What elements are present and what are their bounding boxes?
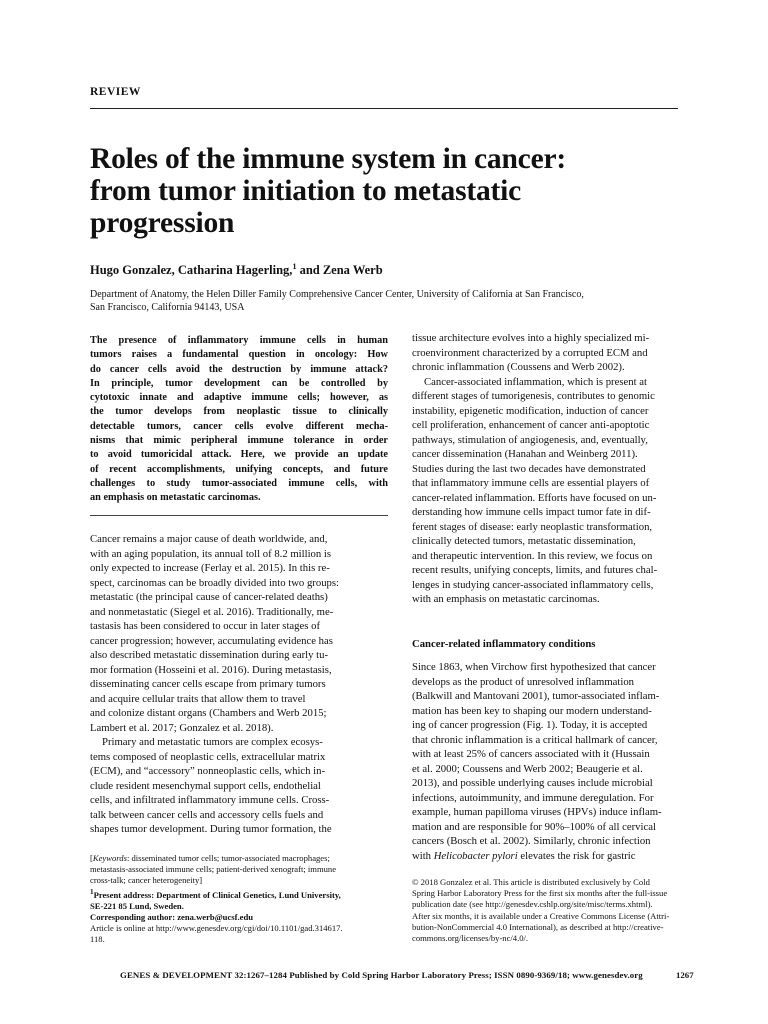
body-line: recent results, unifying concepts, limits, and futures chal- bbox=[412, 564, 658, 576]
body-line: tems composed of neoplastic cells, extracellular matrix bbox=[90, 750, 326, 763]
keywords-line: [Keywords: disseminated tumor cells; tumor-associated macrophages; bbox=[90, 853, 330, 863]
copyright-line: Spring Harbor Laboratory Press for the first six months after the full-issue bbox=[412, 888, 668, 899]
abstract-line: do cancer cells avoid the destruction by immune attack? bbox=[90, 363, 388, 375]
body-line: (Balkwill and Mantovani 2001), tumor-associated inflam- bbox=[412, 690, 660, 702]
keywords-label: Keywords bbox=[92, 853, 127, 863]
keywords-line: cross-talk; cancer heterogeneity] bbox=[90, 875, 203, 886]
title-line: progression bbox=[90, 207, 235, 239]
body-line: mor formation (Hosseini et al. 2016). During metastasis, bbox=[90, 663, 332, 676]
present-address-text: Present address: Department of Clinical Genetics, Lund University, bbox=[93, 889, 341, 900]
body-line: Since 1863, when Virchow first hypothesized that cancer bbox=[412, 661, 656, 673]
body-line: ing of cancer progression (Fig. 1). Today, it is accepted bbox=[412, 719, 648, 731]
body-line: metastatic (the principal cause of cancer-related deaths) bbox=[90, 591, 328, 603]
body-line: Lambert et al. 2017; Gonzalez et al. 2018). bbox=[90, 721, 274, 734]
body-line: spect, carcinomas can be broadly divided into two groups: bbox=[90, 576, 340, 589]
body-line: mation has been key to shaping our modern understand- bbox=[412, 704, 652, 717]
body-line: pathways, stimulation of angiogenesis, and, eventually, bbox=[412, 433, 648, 446]
body-line: Studies during the last two decades have demonstrated bbox=[412, 462, 646, 475]
copyright-notice bbox=[412, 877, 708, 944]
body-line: only expected to increase (Ferlay et al. 2015). In this re- bbox=[90, 562, 330, 574]
body-line: and colonize distant organs (Chambers and Werb 2015; bbox=[90, 707, 327, 719]
keywords-text: : disseminated tumor cells; tumor-associated macrophages; bbox=[126, 853, 330, 863]
body-line: that chronic inflammation is a critical hallmark of cancer, bbox=[412, 733, 658, 746]
article-title bbox=[90, 143, 690, 239]
abstract-line: an emphasis on metastatic carcinomas. bbox=[90, 492, 261, 504]
section-label: REVIEW bbox=[90, 86, 141, 98]
author-list bbox=[90, 262, 383, 278]
body-line: instability, epigenetic modification, induction of cancer bbox=[412, 404, 649, 417]
body-line: disseminating cancer cells escape from primary tumors bbox=[90, 678, 326, 690]
body-column-right-section bbox=[412, 660, 708, 863]
copyright-line: publication date (see http://genesdev.cshlp.org/site/misc/terms.xhtml). bbox=[412, 899, 653, 910]
body-line: and nonmetastatic (Siegel et al. 2016). Traditionally, me- bbox=[90, 605, 334, 618]
body-line: Primary and metastatic tumors are complex ecosys- bbox=[102, 736, 323, 748]
article-url-line: Article is online at http://www.genesdev.org/cgi/doi/10.1101/gad.314617. bbox=[90, 923, 343, 934]
copyright-line: bution-NonCommercial 4.0 International), as described at http://creative- bbox=[412, 921, 664, 932]
abstract-line: tumors raises a fundamental question in oncology: How bbox=[90, 349, 388, 361]
section-heading: Cancer-related inflammatory conditions bbox=[412, 638, 596, 650]
body-line: et al. 2000; Coussens and Werb 2002; Beaugerie et al. bbox=[412, 762, 643, 775]
copyright-line: After six months, it is available under a Creative Commons License (Attri- bbox=[412, 910, 670, 921]
body-line: croenvironment characterized by a corrupted ECM and bbox=[412, 346, 648, 359]
body-line: (ECM), and “accessory” nonneoplastic cells, which in- bbox=[90, 765, 326, 777]
header-rule bbox=[90, 108, 678, 109]
affiliation-line: Department of Anatomy, the Helen Diller Family Comprehensive Cancer Center, University of California at San Francisco, bbox=[90, 289, 584, 300]
body-line: clinically detected tumors, metastatic dissemination, bbox=[412, 535, 636, 547]
abstract-line: The presence of inflammatory immune cells in human bbox=[90, 335, 388, 346]
journal-footer: GENES & DEVELOPMENT 32:1267–1284 Published by Cold Spring Harbor Laboratory Press; ISSN 0890-9369/18; www.genesdev.org bbox=[120, 970, 643, 980]
body-column-left bbox=[90, 532, 390, 837]
body-text: with bbox=[412, 849, 434, 862]
body-line: chronic inflammation (Coussens and Werb 2002). bbox=[412, 361, 625, 373]
body-line: clude resident mesenchymal support cells, endothelial bbox=[90, 779, 321, 792]
body-line: cancers (Bosch et al. 2002). Similarly, chronic infection bbox=[412, 835, 651, 847]
body-line: shapes tumor development. During tumor formation, the bbox=[90, 823, 332, 835]
present-address-line: SE-221 85 Lund, Sweden. bbox=[90, 900, 184, 911]
abstract-line: cytotoxic innate and adaptive immune cells; however, as bbox=[90, 392, 388, 404]
title-line: Roles of the immune system in cancer: bbox=[90, 143, 566, 175]
affiliation-line: San Francisco, California 94143, USA bbox=[90, 302, 245, 313]
body-line: cancer-related inflammation. Efforts have focused on un- bbox=[412, 491, 657, 504]
abstract-line: nisms that mimic peripheral immune tolerance in order bbox=[90, 435, 388, 447]
body-line: lenges in studying cancer-associated inflammatory cells, bbox=[412, 578, 654, 591]
abstract-divider bbox=[90, 515, 388, 516]
body-line bbox=[412, 849, 708, 864]
title-line: from tumor initiation to metastatic bbox=[90, 175, 522, 207]
body-line: and acquire cellular traits that allow them to travel bbox=[90, 692, 306, 705]
copyright-line: commons.org/licenses/by-nc/4.0/. bbox=[412, 933, 529, 944]
abstract-line: detectable tumors, cancer cells evolve different mecha- bbox=[90, 420, 388, 432]
body-line: develops as the product of unresolved inflammation bbox=[412, 675, 635, 688]
affiliation-marker: 1 bbox=[292, 262, 297, 271]
body-text: elevates the risk for gastric bbox=[517, 849, 636, 862]
body-line: that inflammatory immune cells are essential players of bbox=[412, 477, 650, 489]
abstract-line: the tumor develops from neoplastic tissue to clinically bbox=[90, 406, 388, 418]
body-line: mation and are responsible for 90%–100% of all cervical bbox=[412, 820, 656, 833]
body-line: Cancer-associated inflammation, which is present at bbox=[424, 375, 647, 388]
abstract-line: of recent accomplishments, unifying concepts, and future bbox=[90, 463, 388, 475]
body-line: example, human papilloma viruses (HPVs) induce inflam- bbox=[412, 806, 662, 818]
abstract-line: challenges to study tumor-associated immune cells, with bbox=[90, 477, 388, 489]
body-line: cells, and infiltrated inflammatory immune cells. Cross- bbox=[90, 794, 330, 806]
abstract-line: to avoid tumoricidal attack. Here, we provide an update bbox=[90, 449, 388, 461]
article-url-line: 118. bbox=[90, 934, 105, 945]
body-line: cell proliferation, enhancement of cancer anti-apoptotic bbox=[412, 419, 650, 431]
corresponding-author: Corresponding author: zena.werb@ucsf.edu bbox=[90, 911, 254, 922]
affiliation bbox=[90, 288, 690, 314]
present-address-line bbox=[90, 887, 390, 901]
abstract bbox=[90, 334, 388, 506]
authors-part: and Zena Werb bbox=[296, 263, 383, 278]
body-line: derstanding how immune cells impact tumor fate in dif- bbox=[412, 506, 651, 518]
footnotes bbox=[90, 853, 390, 945]
body-column-right bbox=[412, 331, 708, 607]
body-line: ferent stages of disease: early neoplastic transformation, bbox=[412, 520, 653, 533]
abstract-line: In principle, tumor development can be controlled by bbox=[90, 377, 388, 389]
present-address-marker: 1 bbox=[90, 887, 94, 896]
body-line: Cancer remains a major cause of death worldwide, and, bbox=[90, 533, 328, 545]
body-line: cancer dissemination (Hanahan and Weinberg 2011). bbox=[412, 448, 638, 460]
copyright-line: © 2018 Gonzalez et al. This article is distributed exclusively by Cold bbox=[412, 877, 650, 887]
authors-part: Hugo Gonzalez, Catharina Hagerling, bbox=[90, 263, 293, 278]
body-line: with an aging population, its annual toll of 8.2 million is bbox=[90, 547, 332, 560]
body-line: infections, autoimmunity, and immune deregulation. For bbox=[412, 791, 654, 804]
body-line: talk between cancer cells and accessory cells fuels and bbox=[90, 808, 324, 821]
body-line: 2013), and possible underlying causes include microbial bbox=[412, 777, 653, 789]
body-line: tissue architecture evolves into a highly specialized mi- bbox=[412, 332, 650, 344]
body-line: with at least 25% of cancers associated with it (Hussain bbox=[412, 748, 650, 760]
body-line: with an emphasis on metastatic carcinomas. bbox=[412, 593, 600, 605]
species-name: Helicobacter pylori bbox=[433, 849, 518, 862]
body-line: different stages of tumorigenesis, contributes to genomic bbox=[412, 390, 655, 402]
body-line: cancer progression; however, accumulating evidence has bbox=[90, 634, 333, 647]
body-line: and therapeutic intervention. In this review, we focus on bbox=[412, 549, 653, 562]
page-number: 1267 bbox=[676, 970, 694, 980]
body-line: also described metastatic dissemination during early tu- bbox=[90, 649, 329, 661]
keywords-line: metastasis-associated immune cells; patient-derived xenograft; immune bbox=[90, 864, 337, 875]
body-line: tastasis has been considered to occur in later stages of bbox=[90, 620, 321, 632]
